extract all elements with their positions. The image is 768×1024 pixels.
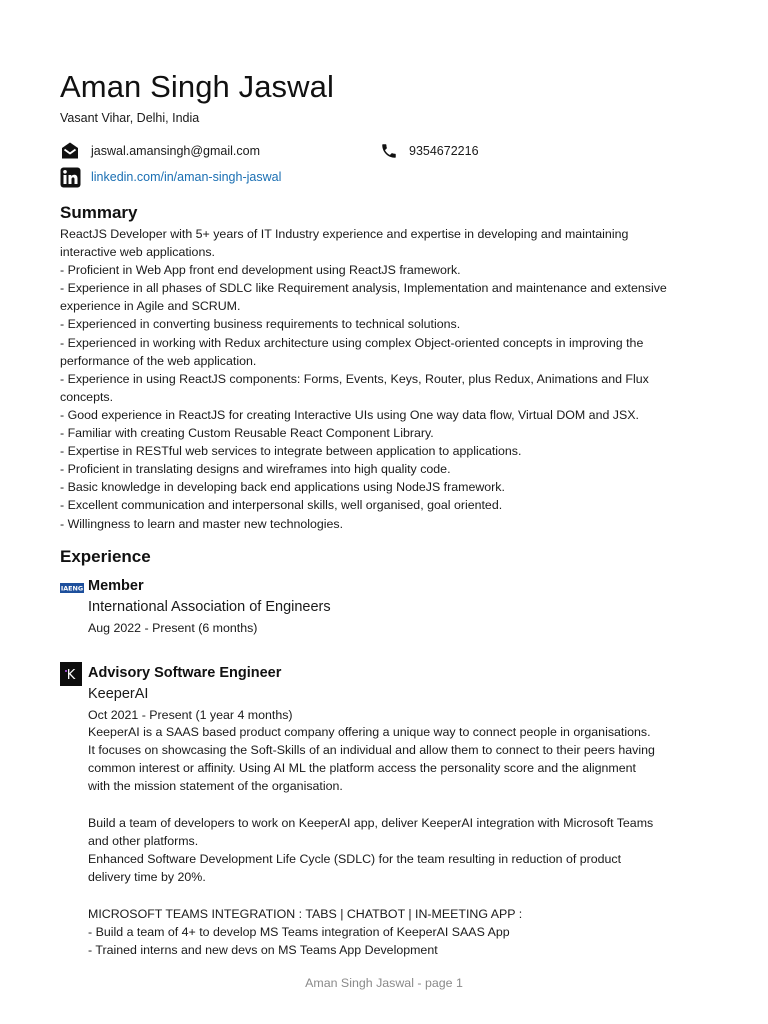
summary-line: performance of the web application. bbox=[60, 353, 257, 368]
description-line: MICROSOFT TEAMS INTEGRATION : TABS | CHATBOT | IN-MEETING APP : bbox=[88, 906, 523, 921]
description-line: and other platforms. bbox=[88, 833, 199, 848]
experience-company: KeeperAI bbox=[88, 686, 149, 702]
summary-line: - Experienced in working with Redux architecture using complex Object-oriented concepts in improving the bbox=[60, 335, 644, 350]
summary-line: - Experience in using ReactJS components: Forms, Events, Keys, Router, plus Redux, Animations and Flux bbox=[60, 371, 649, 386]
candidate-location: Vasant Vihar, Delhi, India bbox=[60, 111, 200, 125]
summary-line: - Willingness to learn and master new technologies. bbox=[60, 516, 344, 531]
summary-line: - Basic knowledge in developing back end applications using NodeJS framework. bbox=[60, 480, 505, 495]
phone-icon bbox=[378, 140, 400, 162]
description-line bbox=[88, 886, 708, 904]
experience-dates: Oct 2021 - Present (1 year 4 months) bbox=[88, 708, 293, 722]
experience-company: International Association of Engineers bbox=[88, 599, 331, 615]
summary-text bbox=[60, 225, 700, 533]
description-line: delivery time by 20%. bbox=[88, 870, 206, 885]
description-line: It focuses on showcasing the Soft-Skills of an individual and allow them to connect to their peers having bbox=[88, 743, 655, 758]
description-line: KeeperAI is a SAAS based product company offering a unique way to connect people in organisations. bbox=[88, 725, 651, 739]
summary-line: concepts. bbox=[60, 389, 114, 404]
summary-line: - Familiar with creating Custom Reusable React Component Library. bbox=[60, 426, 434, 441]
summary-heading: Summary bbox=[60, 203, 138, 222]
summary-line: - Good experience in ReactJS for creating Interactive UIs using One way data flow, Virtual DOM and JSX. bbox=[60, 407, 639, 422]
description-line: - Trained interns and new devs on MS Teams App Development bbox=[88, 942, 438, 957]
description-line bbox=[88, 796, 708, 814]
description-line: - Build a team of 4+ to develop MS Teams integration of KeeperAI SAAS App bbox=[88, 924, 510, 939]
summary-line: interactive web applications. bbox=[60, 245, 215, 260]
linkedin-link[interactable]: linkedin.com/in/aman-singh-jaswal bbox=[91, 170, 282, 184]
description-line: with the mission statement of the organisation. bbox=[88, 779, 343, 794]
keeperai-logo bbox=[60, 662, 82, 686]
description-line: Build a team of developers to work on KeeperAI app, deliver KeeperAI integration with Microsoft Teams bbox=[88, 815, 654, 830]
email-text[interactable]: jaswal.amansingh@gmail.com bbox=[91, 144, 261, 158]
summary-line: - Experienced in converting business requirements to technical solutions. bbox=[60, 317, 461, 332]
email-icon bbox=[59, 140, 81, 162]
experience-dates: Aug 2022 - Present (6 months) bbox=[88, 621, 258, 635]
phone-contact bbox=[378, 140, 479, 162]
experience-role: Member bbox=[88, 578, 144, 594]
page-footer: Aman Singh Jaswal - page 1 bbox=[305, 976, 463, 990]
summary-line: experience in Agile and SCRUM. bbox=[60, 299, 241, 314]
summary-line: - Expertise in RESTful web services to integrate between application to applications. bbox=[60, 444, 522, 459]
summary-line: - Proficient in translating designs and wireframes into high quality code. bbox=[60, 462, 451, 477]
experience-heading: Experience bbox=[60, 547, 151, 566]
iaeng-logo-text: IAENG bbox=[60, 584, 84, 593]
summary-line: ReactJS Developer with 5+ years of IT Industry experience and expertise in developing and maintaining bbox=[60, 227, 629, 241]
summary-line: - Experience in all phases of SDLC like Requirement analysis, Implementation and maintenance and extensive bbox=[60, 281, 667, 296]
keeperai-logo-text: K bbox=[66, 668, 76, 683]
candidate-name: Aman Singh Jaswal bbox=[60, 69, 334, 104]
email-contact bbox=[59, 140, 260, 162]
experience-description bbox=[88, 723, 708, 959]
description-line: Enhanced Software Development Life Cycle (SDLC) for the team resulting in reduction of product bbox=[88, 852, 622, 867]
summary-line: - Excellent communication and interpersonal skills, well organised, goal oriented. bbox=[60, 498, 503, 513]
phone-text[interactable]: 9354672216 bbox=[409, 144, 479, 158]
linkedin-contact bbox=[59, 166, 281, 188]
experience-role: Advisory Software Engineer bbox=[88, 665, 282, 681]
iaeng-logo bbox=[60, 582, 84, 594]
linkedin-icon bbox=[59, 166, 81, 188]
description-line: common interest or affinity. Using AI ML the platform access the personality score and the alignment bbox=[88, 761, 636, 776]
summary-line: - Proficient in Web App front end development using ReactJS framework. bbox=[60, 263, 461, 278]
